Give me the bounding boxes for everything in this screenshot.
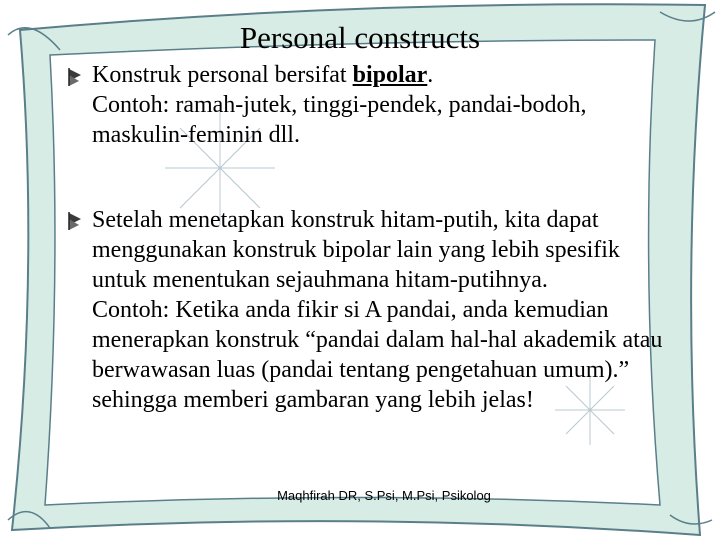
footer-author: Maqhfirah DR, S.Psi, M.Psi, Psikolog [277, 488, 491, 503]
slide-title: Personal constructs [239, 20, 481, 55]
bullet-text: Setelah menetapkan konstruk hitam-putih, kita dapat menggunakan konstruk bipolar lain yang lebih spesifik untuk menentukan sejauhmana hitam-putihnya. [92, 207, 620, 293]
bullet-marker-icon [66, 211, 84, 231]
example-text: Contoh: Ketika anda fikir si A pandai, anda kemudian menerapkan konstruk “pandai dalam hal-hal akademik atau berwawasan luas (pandai tentang pengetahuan umum).” sehingga memberi gambaran yang lebih jelas! [92, 297, 663, 413]
bullet-text-end: . [427, 62, 434, 88]
bullet-text: Konstruk personal bersifat [92, 62, 353, 88]
bullet-line [92, 60, 672, 90]
bullet-item-konstruk [92, 205, 672, 415]
emphasis-bipolar: bipolar [352, 62, 428, 88]
example-text: Contoh: ramah-jutek, tinggi-pendek, pandai-bodoh, maskulin-feminin dll. [92, 92, 587, 148]
bullet-item-bipolar [92, 60, 672, 150]
bullet-marker-icon [66, 67, 84, 87]
